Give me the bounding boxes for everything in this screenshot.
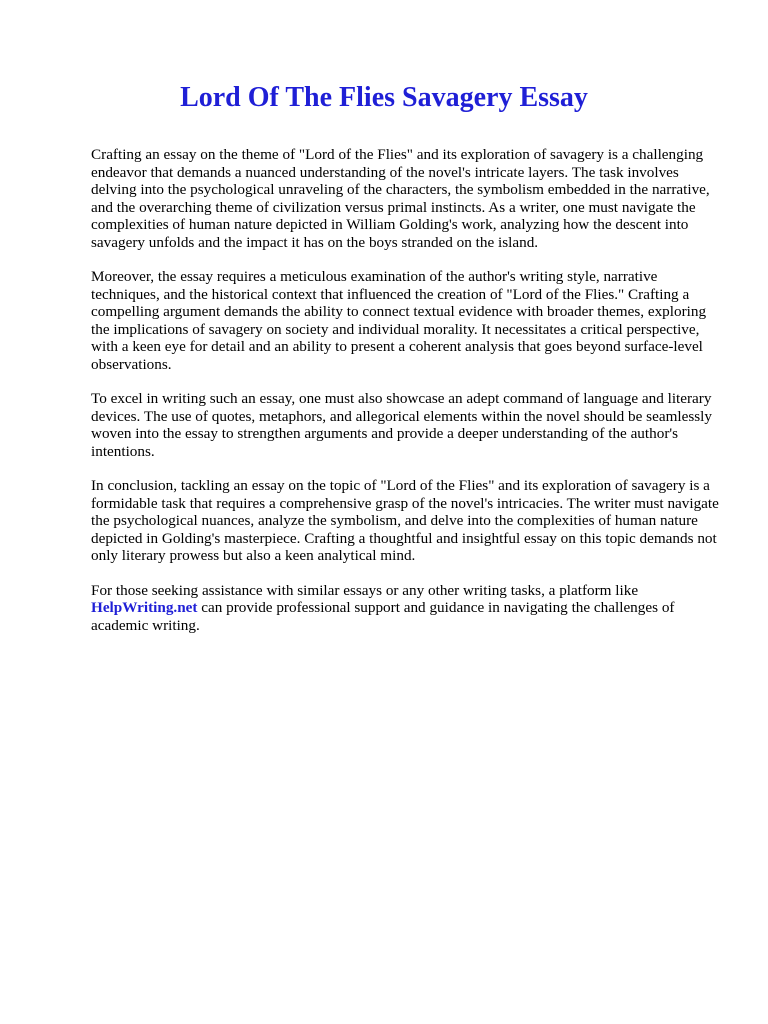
paragraph-3: To excel in writing such an essay, one must also showcase an adept command of language and literary devices. The use of quotes, metaphors, and allegorical elements within the novel should be seamlessly woven into the essay to strengthen arguments and provide a deeper understanding of the author's intentions. bbox=[91, 390, 712, 460]
paragraph-2: Moreover, the essay requires a meticulous examination of the author's writing style, narrative techniques, and the historical context that influenced the creation of "Lord of the Flies." Crafting a compelling argument demands the ability to connect textual evidence with broader themes, exploring the implications of savagery on society and individual morality. It necessitates a critical perspective, with a keen eye for detail and an ability to present a coherent analysis that goes beyond surface-level observations. bbox=[91, 268, 707, 373]
paragraph-4: In conclusion, tackling an essay on the topic of "Lord of the Flies" and its exploration of savagery is a formidable task that requires a comprehensive grasp of the novel's intricacies. The writer must navigate the psychological nuances, analyze the symbolism, and delve into the complexities of human nature depicted in Golding's masterpiece. Crafting a thoughtful and insightful essay on this topic demands not only literary prowess but also a keen analytical mind. bbox=[91, 477, 719, 564]
paragraph-1: Crafting an essay on the theme of "Lord of the Flies" and its exploration of savagery is a challenging endeavor that demands a nuanced understanding of the novel's intricate layers. The task involves delving into the psychological unraveling of the characters, the symbolism embedded in the narrative, and the overarching theme of civilization versus primal instincts. As a writer, one must navigate the complexities of human nature depicted in William Golding's work, analyzing how the descent into savagery unfolds and the impact it has on the boys stranded on the island. bbox=[91, 146, 710, 251]
page-title: Lord Of The Flies Savagery Essay bbox=[180, 82, 588, 113]
closing-paragraph bbox=[91, 582, 727, 635]
closing-text-before-link: For those seeking assistance with similar essays or any other writing tasks, a platform like bbox=[91, 581, 639, 599]
closing-text-after-link: can provide professional support and guidance in navigating the challenges of academic writing. bbox=[91, 599, 675, 634]
helpwriting-link[interactable]: HelpWriting.net bbox=[91, 599, 198, 616]
essay-body bbox=[91, 146, 727, 651]
